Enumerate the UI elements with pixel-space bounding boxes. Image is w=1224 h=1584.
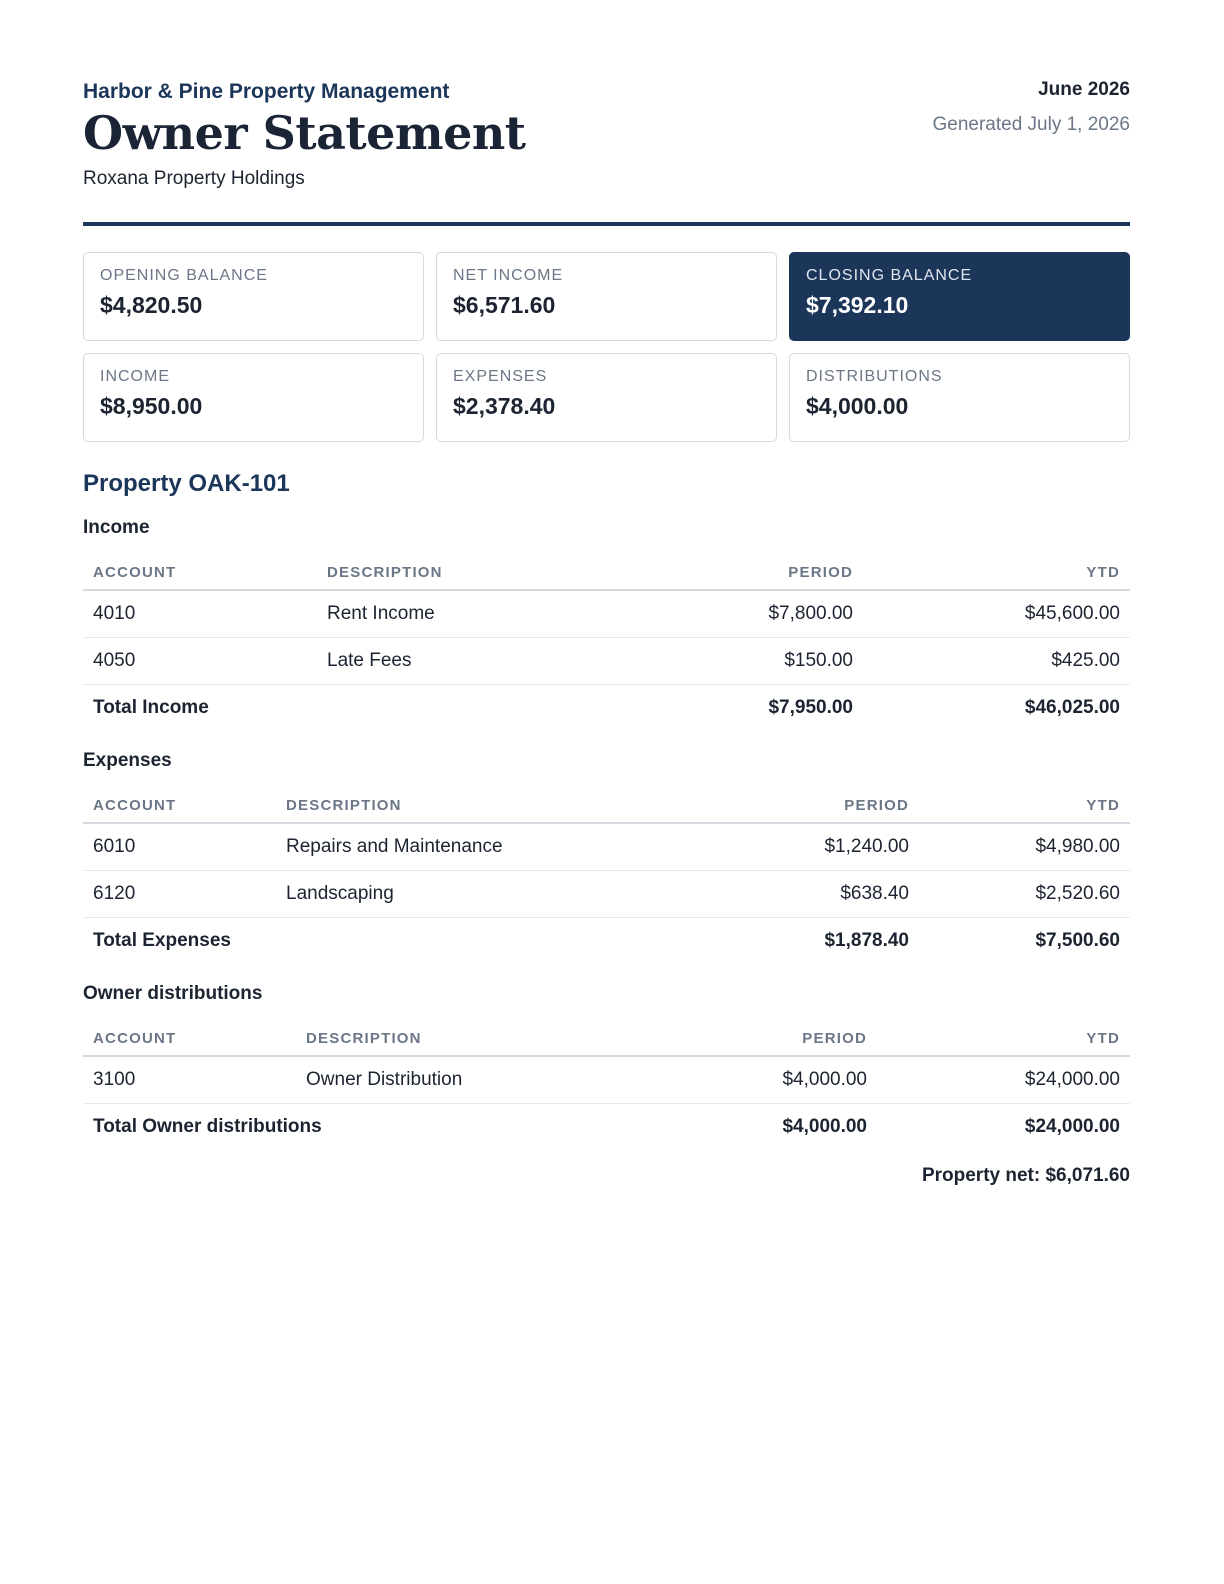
column-header-ytd: YTD (863, 556, 1130, 590)
company-name: Harbor & Pine Property Management (83, 80, 450, 103)
column-header-account: ACCOUNT (83, 789, 276, 823)
closing-balance-card (789, 252, 1130, 341)
total-label: Total Owner distributions (93, 1115, 322, 1137)
section-title: Income (83, 517, 150, 538)
column-header-period: PERIOD (663, 556, 863, 590)
distributions-table (83, 1022, 1130, 1150)
card-label: NET INCOME (453, 267, 564, 284)
income-table (83, 556, 1130, 731)
period-cell: $638.40 (719, 870, 919, 917)
column-header-ytd: YTD (919, 789, 1130, 823)
card-value: $4,820.50 (100, 292, 203, 318)
total-row (83, 1103, 1130, 1150)
account-cell: 4010 (83, 590, 317, 637)
table-header-row (83, 1022, 1130, 1056)
generated-date: Generated July 1, 2026 (932, 114, 1130, 135)
summary-cards (83, 252, 1130, 442)
account-cell: 4050 (83, 637, 317, 684)
total-period: $1,878.40 (824, 929, 909, 951)
account-cell: 6010 (83, 823, 276, 870)
total-period: $7,950.00 (768, 696, 853, 718)
card-label: DISTRIBUTIONS (806, 368, 943, 385)
owner-name: Roxana Property Holdings (83, 168, 305, 189)
column-header-description: DESCRIPTION (276, 789, 719, 823)
card-value: $8,950.00 (100, 393, 203, 419)
page-title: Owner Statement (83, 106, 526, 160)
card-label: CLOSING BALANCE (806, 267, 973, 284)
section-title: Expenses (83, 750, 172, 771)
expenses-card (436, 353, 777, 442)
expenses-table (83, 789, 1130, 964)
property-net: Property net: $6,071.60 (921, 1165, 1130, 1186)
card-value: $4,000.00 (806, 393, 909, 419)
distributions-card (789, 353, 1130, 442)
period-cell: $4,000.00 (677, 1056, 877, 1103)
card-label: INCOME (100, 368, 170, 385)
table-row (83, 637, 1130, 684)
distributions-section (83, 983, 1130, 1150)
column-header-period: PERIOD (677, 1022, 877, 1056)
table-row (83, 1056, 1130, 1103)
description-cell: Late Fees (317, 637, 663, 684)
account-cell: 6120 (83, 870, 276, 917)
column-header-description: DESCRIPTION (317, 556, 663, 590)
total-row (83, 917, 1130, 964)
total-ytd: $7,500.60 (1035, 929, 1120, 951)
account-cell: 3100 (83, 1056, 296, 1103)
card-value: $2,378.40 (453, 393, 556, 419)
total-label: Total Expenses (93, 929, 231, 951)
table-header-row (83, 556, 1130, 590)
total-ytd: $24,000.00 (1024, 1115, 1120, 1137)
income-section (83, 517, 1130, 731)
income-card (83, 353, 424, 442)
section-title: Owner distributions (83, 983, 263, 1004)
description-cell: Repairs and Maintenance (276, 823, 719, 870)
ytd-cell: $24,000.00 (877, 1056, 1130, 1103)
net-income-card (436, 252, 777, 341)
ytd-cell: $425.00 (863, 637, 1130, 684)
period-cell: $150.00 (663, 637, 863, 684)
table-row (83, 870, 1130, 917)
column-header-period: PERIOD (719, 789, 919, 823)
description-cell: Rent Income (317, 590, 663, 637)
description-cell: Landscaping (276, 870, 719, 917)
column-header-ytd: YTD (877, 1022, 1130, 1056)
ytd-cell: $2,520.60 (919, 870, 1130, 917)
card-value: $6,571.60 (453, 292, 556, 318)
card-label: OPENING BALANCE (100, 267, 268, 284)
description-cell: Owner Distribution (296, 1056, 677, 1103)
property-title: Property OAK-101 (83, 470, 290, 497)
column-header-description: DESCRIPTION (296, 1022, 677, 1056)
total-label: Total Income (93, 696, 209, 718)
ytd-cell: $45,600.00 (863, 590, 1130, 637)
table-header-row (83, 789, 1130, 823)
statement-period: June 2026 (1038, 79, 1130, 100)
statement-page (83, 0, 1130, 1186)
total-ytd: $46,025.00 (1024, 696, 1120, 718)
period-cell: $7,800.00 (663, 590, 863, 637)
column-header-account: ACCOUNT (83, 556, 317, 590)
period-cell: $1,240.00 (719, 823, 919, 870)
card-label: EXPENSES (453, 368, 548, 385)
table-row (83, 590, 1130, 637)
opening-balance-card (83, 252, 424, 341)
ytd-cell: $4,980.00 (919, 823, 1130, 870)
expenses-section (83, 750, 1130, 964)
table-row (83, 823, 1130, 870)
total-row (83, 684, 1130, 731)
statement-header (83, 0, 1130, 226)
card-value: $7,392.10 (806, 292, 909, 318)
total-period: $4,000.00 (782, 1115, 867, 1137)
column-header-account: ACCOUNT (83, 1022, 296, 1056)
